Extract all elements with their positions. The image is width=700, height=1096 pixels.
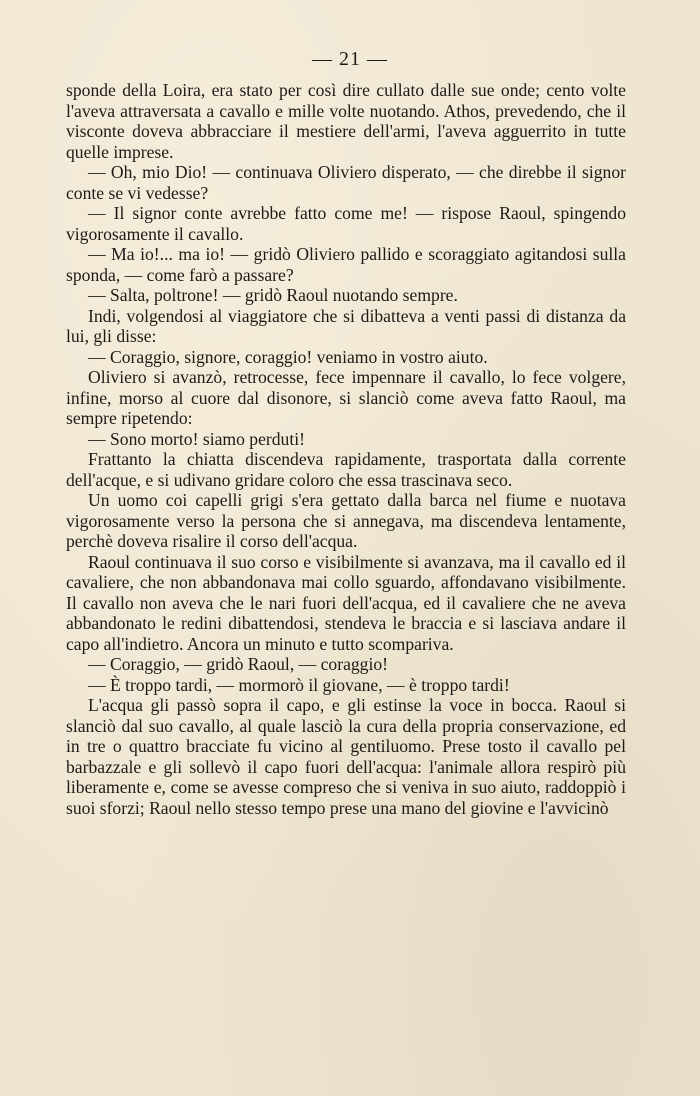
paragraph: L'acqua gli passò sopra il capo, e gli estinse la voce in bocca. Raoul si slanciò dal suo cavallo, al quale lasciò la cura della propria conservazione, ed in tre o quattro bracciate fu vicino al gentiluomo. Prese tosto il cavallo pel barbazzale e gli sollevò il capo fuori dell'acqua: l'animale allora respirò più liberamente e, come se avesse compreso che si veniva in suo aiuto, raddoppiò i suoi sforzi; Raoul nello stesso tempo prese una mano del giovine e l'avvicinò [66,695,626,818]
paragraph: Raoul continuava il suo corso e visibilmente si avanzava, ma il cavallo ed il cavaliere, che non abbandonava mai collo sguardo, affondavano visibilmente. Il cavallo non aveva che le nari fuori dell'acqua, ed il cavaliere che ne aveva abbandonato le redini dibattendosi, stendeva le braccia e si lasciava andare il capo all'indietro. Ancora un minuto e tutto scompariva. [66,551,626,654]
paragraph: — Coraggio, signore, coraggio! veniamo in vostro aiuto. [88,346,488,367]
paragraph: — Ma io!... ma io! — gridò Oliviero pallido e scoraggiato agitandosi sulla sponda, — come farò a passare? [66,244,626,285]
paragraph: — Salta, poltrone! — gridò Raoul nuotando sempre. [88,285,458,305]
paragraph: — Coraggio, — gridò Raoul, — coraggio! [88,654,389,674]
paragraph: sponde della Loira, era stato per così dire cullato dalle sue onde; cento volte l'aveva attraversata a cavallo e mille volte nuotando. Athos, prevedendo, che il visconte doveva abbracciare il mestiere dell'armi, l'aveva agguerrito in tutte quelle imprese. [66,80,626,162]
paragraph: — Oh, mio Dio! — continuava Oliviero disperato, — che direbbe il signor conte se vi vedesse? [66,162,626,203]
paragraph: Indi, volgendosi al viaggiatore che si dibatteva a venti passi di distanza da lui, gli disse: [66,305,626,346]
paragraph: Frattanto la chiatta discendeva rapidamente, trasportata dalla corrente dell'acque, e si udivano gridare coloro che essa trascinava seco. [66,449,626,490]
paragraph: Un uomo coi capelli grigi s'era gettato dalla barca nel fiume e nuotava vigorosamente verso la persona che si annegava, ma discendeva lentamente, perchè doveva risalire il corso dell'acqua. [66,490,626,551]
body-text [66,80,626,818]
paragraph: Oliviero si avanzò, retrocesse, fece impennare il cavallo, lo fece volgere, infine, morso al cuore dal disonore, si slanciò come aveva fatto Raoul, ma sempre ripetendo: [66,367,626,428]
paragraph: — Il signor conte avrebbe fatto come me! — rispose Raoul, spingendo vigorosamente il cavallo. [66,203,626,244]
paragraph: — Sono morto! siamo perduti! [88,428,305,449]
paragraph: — È troppo tardi, — mormorò il giovane, — è troppo tardi! [88,674,510,695]
page-number: — 21 — [312,48,388,70]
